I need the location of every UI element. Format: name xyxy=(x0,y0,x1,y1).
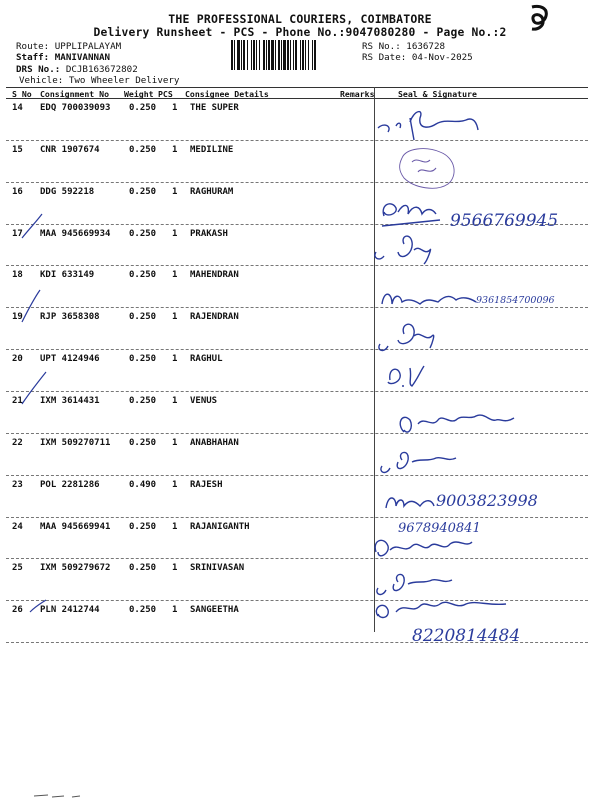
cell-consignee: MEDILINE xyxy=(190,144,234,155)
col-header-consignee: Consignee Details xyxy=(185,89,269,99)
cell-consignment: KDI 633149 xyxy=(40,270,95,281)
table-row xyxy=(0,396,600,437)
cell-pcs: 1 xyxy=(172,563,178,574)
cell-consignment: POL 2281286 xyxy=(40,479,100,490)
route-label: Route: xyxy=(16,41,50,52)
cell-weight: 0.250 xyxy=(129,270,157,281)
cell-sno: 26 xyxy=(12,605,23,616)
row-separator xyxy=(6,182,588,183)
table-row xyxy=(0,312,600,353)
cell-weight: 0.250 xyxy=(129,521,157,532)
drs-line xyxy=(16,64,138,75)
route-line xyxy=(16,41,121,52)
vehicle-line xyxy=(19,75,179,86)
cell-pcs: 1 xyxy=(172,605,178,616)
cell-consignee: ANABHAHAN xyxy=(190,437,239,448)
cell-consignee: VENUS xyxy=(190,395,218,406)
cell-sno: 14 xyxy=(12,103,23,113)
table-row xyxy=(0,438,600,479)
cell-weight: 0.250 xyxy=(129,186,157,197)
col-header-remarks: Remarks xyxy=(340,89,375,99)
col-header-signature: Seal & Signature xyxy=(398,89,477,99)
row-separator xyxy=(6,307,588,308)
cell-consignee: THE SUPER xyxy=(190,103,239,113)
scan-speck xyxy=(34,795,80,797)
cell-consignee: RAJESH xyxy=(190,479,223,490)
row-separator xyxy=(6,642,588,643)
cell-weight: 0.250 xyxy=(129,228,157,239)
cell-weight: 0.250 xyxy=(129,395,157,406)
cell-pcs: 1 xyxy=(172,312,178,323)
row-separator xyxy=(6,475,588,476)
cell-sno: 15 xyxy=(12,144,23,155)
row-separator xyxy=(6,349,588,350)
cell-sno: 22 xyxy=(12,437,23,448)
cell-consignment: IXM 509270711 xyxy=(40,437,111,448)
phone-row-24: 9678940841 xyxy=(398,521,481,536)
cell-sno: 21 xyxy=(12,395,23,406)
cell-sno: 23 xyxy=(12,479,23,490)
vehicle-label: Vehicle: xyxy=(19,75,64,86)
table-row xyxy=(0,563,600,604)
table-row xyxy=(0,229,600,270)
cell-consignee: RAJENDRAN xyxy=(190,312,239,323)
cell-sno: 17 xyxy=(12,228,23,239)
cell-consignee: RAGHURAM xyxy=(190,186,234,197)
row-separator xyxy=(6,600,588,601)
drs-value: DCJB163672802 xyxy=(65,64,138,75)
table-row xyxy=(0,605,600,646)
cell-consignment: CNR 1907674 xyxy=(40,144,100,155)
curl-mark-icon xyxy=(528,4,550,32)
staff-value: MANIVANNAN xyxy=(54,52,111,63)
cell-pcs: 1 xyxy=(172,395,178,406)
cell-weight: 0.250 xyxy=(129,312,157,323)
cell-pcs: 1 xyxy=(172,228,178,239)
rs-no-line xyxy=(362,41,445,52)
rs-date-value: 04-Nov-2025 xyxy=(411,52,473,63)
rs-date-label: RS Date: xyxy=(362,52,407,63)
runsheet-subtitle: Delivery Runsheet - PCS - Phone No.:9047080280 - Page No.:2 xyxy=(93,26,507,39)
cell-consignee: PRAKASH xyxy=(190,228,228,239)
col-header-weight: Weight xyxy=(124,89,154,99)
cell-weight: 0.490 xyxy=(129,479,157,490)
rs-no-value: 1636728 xyxy=(406,41,446,52)
rs-date-line xyxy=(362,52,473,63)
phone-row-18: 9361854700096 xyxy=(476,295,555,306)
staff-label: Staff: xyxy=(16,52,50,63)
drs-label: DRS No.: xyxy=(16,64,61,75)
row-separator xyxy=(6,391,588,392)
cell-weight: 0.250 xyxy=(129,144,157,155)
route-value: UPPLIPALAYAM xyxy=(54,41,122,52)
cell-consignment: RJP 3658308 xyxy=(40,312,100,323)
table-row xyxy=(0,354,600,395)
cell-sno: 18 xyxy=(12,270,23,281)
col-header-sno: S No xyxy=(12,89,32,99)
row-separator xyxy=(6,433,588,434)
barcode-icon xyxy=(231,40,359,70)
cell-consignment: IXM 3614431 xyxy=(40,395,100,406)
cell-sno: 24 xyxy=(12,521,23,532)
cell-consignment: EDQ 700039093 xyxy=(40,103,111,113)
row-separator xyxy=(6,558,588,559)
cell-consignee: SRINIVASAN xyxy=(190,563,245,574)
table-row xyxy=(0,145,600,186)
cell-pcs: 1 xyxy=(172,521,178,532)
cell-consignment: IXM 509279672 xyxy=(40,563,111,574)
cell-weight: 0.250 xyxy=(129,563,157,574)
table-row xyxy=(0,480,600,521)
cell-pcs: 1 xyxy=(172,479,178,490)
cell-consignment: MAA 945669934 xyxy=(40,228,111,239)
phone-row-26: 8220814484 xyxy=(412,626,521,646)
cell-pcs: 1 xyxy=(172,437,178,448)
table-row xyxy=(0,103,600,144)
cell-consignee: SANGEETHA xyxy=(190,605,239,616)
company-title: THE PROFESSIONAL COURIERS, COIMBATORE xyxy=(168,12,432,26)
cell-sno: 25 xyxy=(12,563,23,574)
cell-weight: 0.250 xyxy=(129,354,157,365)
cell-consignee: RAGHUL xyxy=(190,354,223,365)
cell-consignment: UPT 4124946 xyxy=(40,354,100,365)
cell-pcs: 1 xyxy=(172,270,178,281)
cell-pcs: 1 xyxy=(172,354,178,365)
cell-weight: 0.250 xyxy=(129,103,157,113)
cell-consignment: PLN 2412744 xyxy=(40,605,100,616)
col-header-consignment: Consignment No xyxy=(40,89,110,99)
cell-weight: 0.250 xyxy=(129,605,157,616)
cell-pcs: 1 xyxy=(172,103,178,113)
phone-row-23: 9003823998 xyxy=(436,491,538,510)
cell-consignment: MAA 945669941 xyxy=(40,521,111,532)
row-separator xyxy=(6,517,588,518)
cell-sno: 16 xyxy=(12,186,23,197)
col-header-pcs: PCS xyxy=(158,89,173,99)
row-separator xyxy=(6,224,588,225)
table-row xyxy=(0,522,600,563)
table-row xyxy=(0,270,600,311)
cell-sno: 19 xyxy=(12,312,23,323)
cell-weight: 0.250 xyxy=(129,437,157,448)
vehicle-value: Two Wheeler Delivery xyxy=(68,75,180,86)
table-row xyxy=(0,187,600,228)
table-top-rule xyxy=(6,87,588,88)
cell-sno: 20 xyxy=(12,354,23,365)
cell-consignee: RAJANIGANTH xyxy=(190,521,250,532)
cell-pcs: 1 xyxy=(172,186,178,197)
rs-no-label: RS No.: xyxy=(362,41,401,52)
row-separator xyxy=(6,265,588,266)
cell-pcs: 1 xyxy=(172,144,178,155)
cell-consignee: MAHENDRAN xyxy=(190,270,239,281)
cell-consignment: DDG 592218 xyxy=(40,186,95,197)
row-separator xyxy=(6,140,588,141)
phone-row-16: 9566769945 xyxy=(450,211,559,231)
staff-line xyxy=(16,52,110,63)
